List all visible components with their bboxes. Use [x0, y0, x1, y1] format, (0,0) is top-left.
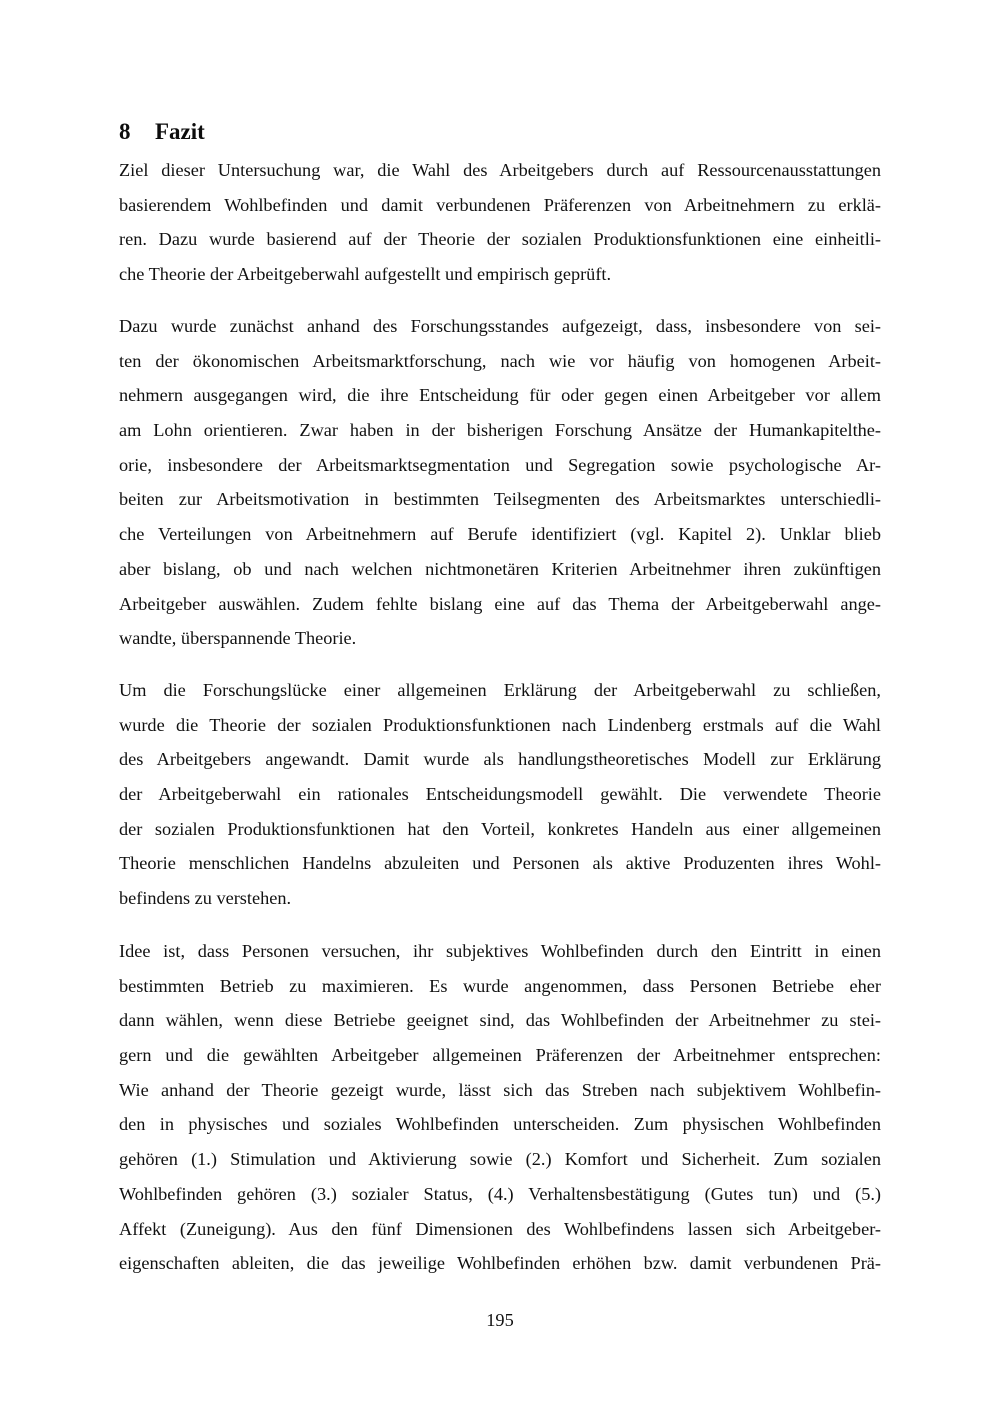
text-line: wandte, überspannende Theorie.	[119, 628, 357, 649]
section-title: Fazit	[155, 119, 205, 144]
text-line: Theorie menschlichen Handelns abzuleiten und Personen als aktive Produzenten ihres Wohl-	[119, 853, 881, 874]
text-line: bestimmten Betrieb zu maximieren. Es wurde angenommen, dass Personen Betriebe eher	[119, 975, 881, 996]
text-line: basierendem Wohlbefinden und damit verbundenen Präferenzen von Arbeitnehmern zu erklä-	[119, 194, 881, 215]
text-line: Arbeitgeber auswählen. Zudem fehlte bislang eine auf das Thema der Arbeitgeberwahl ange-	[119, 593, 881, 614]
text-line: che Theorie der Arbeitgeberwahl aufgestellt und empirisch geprüft.	[119, 264, 612, 285]
text-line: Wie anhand der Theorie gezeigt wurde, lässt sich das Streben nach subjektivem Wohlbefin-	[119, 1079, 881, 1100]
text-line: Wohlbefinden gehören (3.) sozialer Status, (4.) Verhaltensbestätigung (Gutes tun) und (5.)	[119, 1183, 881, 1204]
paragraph-3	[119, 673, 881, 916]
text-line: des Arbeitgebers angewandt. Damit wurde als handlungstheoretisches Modell zur Erklärung	[119, 749, 881, 770]
text-line: der sozialen Produktionsfunktionen hat den Vorteil, konkretes Handeln aus einer allgemeinen	[119, 818, 881, 839]
text-line: wurde die Theorie der sozialen Produktionsfunktionen nach Lindenberg erstmals auf die Wahl	[119, 714, 881, 735]
text-line: ren. Dazu wurde basierend auf der Theorie der sozialen Produktionsfunktionen eine einheitli-	[119, 229, 881, 250]
text-line: gern und die gewählten Arbeitgeber allgemeinen Präferenzen der Arbeitnehmer entsprechen:	[119, 1045, 881, 1066]
text-line: befindens zu verstehen.	[119, 888, 292, 909]
text-line: ten der ökonomischen Arbeitsmarktforschung, nach wie vor häufig von homogenen Arbeit-	[119, 350, 881, 371]
text-line: am Lohn orientieren. Zwar haben in der bisherigen Forschung Ansätze der Humankapitelthe-	[119, 420, 881, 441]
text-line: Um die Forschungslücke einer allgemeinen Erklärung der Arbeitgeberwahl zu schließen,	[119, 680, 881, 700]
text-line: nehmern ausgegangen wird, die ihre Entscheidung für oder gegen einen Arbeitgeber vor allem	[119, 385, 881, 406]
text-line: Dazu wurde zunächst anhand des Forschungsstandes aufgezeigt, dass, insbesondere von sei-	[119, 316, 881, 336]
text-line: beiten zur Arbeitsmotivation in bestimmten Teilsegmenten des Arbeitsmarktes unterschiedli-	[119, 489, 881, 510]
section-number: 8	[119, 119, 131, 144]
paragraph-2	[119, 309, 881, 656]
text-line: Affekt (Zuneigung). Aus den fünf Dimensionen des Wohlbefindens lassen sich Arbeitgeber-	[119, 1218, 881, 1239]
text-line: dann wählen, wenn diese Betriebe geeignet sind, das Wohlbefinden der Arbeitnehmer zu stei-	[119, 1010, 881, 1031]
paragraph-4	[119, 934, 881, 1281]
text-line: eigenschaften ableiten, die das jeweilige Wohlbefinden erhöhen bzw. damit verbundenen Prä-	[119, 1253, 881, 1274]
text-line: Ziel dieser Untersuchung war, die Wahl des Arbeitgebers durch auf Ressourcenausstattungen	[119, 160, 881, 180]
text-line: che Verteilungen von Arbeitnehmern auf Berufe identifiziert (vgl. Kapitel 2). Unklar blieb	[119, 524, 881, 545]
text-line: gehören (1.) Stimulation und Aktivierung sowie (2.) Komfort und Sicherheit. Zum sozialen	[119, 1149, 881, 1170]
text-line: der Arbeitgeberwahl ein rationales Entscheidungsmodell gewählt. Die verwendete Theorie	[119, 784, 881, 805]
paragraph-1	[119, 153, 881, 292]
section-heading	[119, 117, 205, 147]
text-line: aber bislang, ob und nach welchen nichtmonetären Kriterien Arbeitnehmer ihren zukünftigen	[119, 558, 881, 579]
page-number: 195	[486, 1310, 514, 1330]
text-line: Idee ist, dass Personen versuchen, ihr subjektives Wohlbefinden durch den Eintritt in einen	[119, 941, 881, 961]
text-line: orie, insbesondere der Arbeitsmarktsegmentation und Segregation sowie psychologische Ar-	[119, 454, 881, 475]
text-line: den in physisches und soziales Wohlbefinden unterscheiden. Zum physischen Wohlbefinden	[119, 1114, 881, 1135]
